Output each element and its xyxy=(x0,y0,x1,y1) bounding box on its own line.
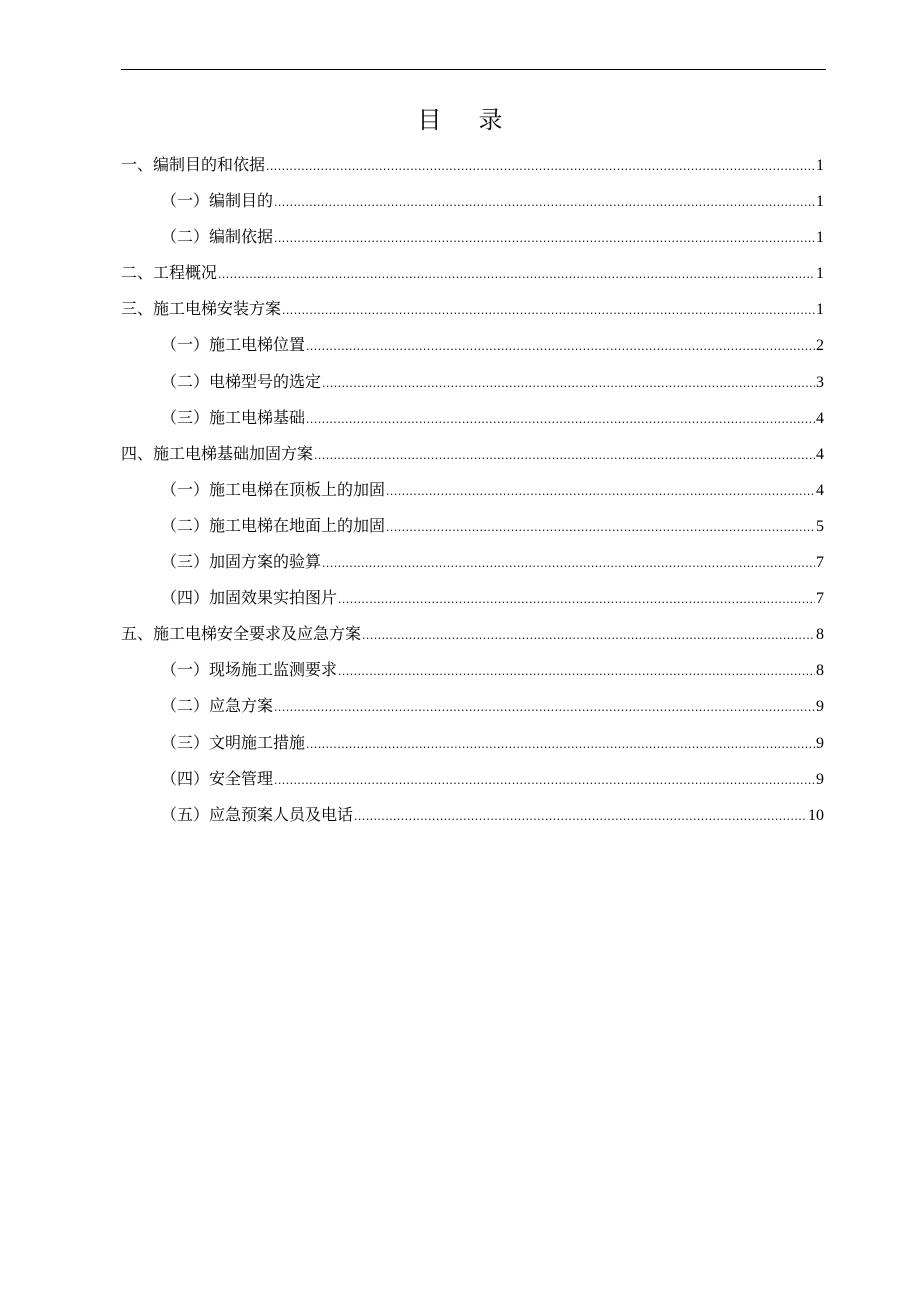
toc-entry[interactable] xyxy=(121,508,824,544)
toc-entry-label: （一）现场施工监测要求 xyxy=(161,660,338,680)
header-rule xyxy=(121,69,826,70)
toc-entry[interactable] xyxy=(121,580,824,616)
toc-entry-label: （二）编制依据 xyxy=(161,227,274,247)
toc-entry-page: 7 xyxy=(816,554,824,572)
toc-dot-leader xyxy=(274,221,815,257)
toc-dot-leader xyxy=(306,329,815,365)
toc-entry-page: 4 xyxy=(816,481,824,499)
toc-entry-label: 二、工程概况 xyxy=(121,263,218,283)
toc-entry-label: （五）应急预案人员及电话 xyxy=(161,804,354,824)
toc-entry-label: （二）电梯型号的选定 xyxy=(161,371,322,391)
toc-entry[interactable] xyxy=(121,147,824,183)
toc-entry-page: 1 xyxy=(816,229,824,247)
toc-dot-leader xyxy=(322,546,815,582)
toc-dot-leader xyxy=(274,763,815,799)
toc-dot-leader xyxy=(338,582,815,618)
toc-entry[interactable] xyxy=(121,219,824,255)
toc-entry[interactable] xyxy=(121,725,824,761)
toc-entry[interactable] xyxy=(121,761,824,797)
toc-entry-page: 1 xyxy=(816,301,824,319)
toc-entry-page: 9 xyxy=(816,770,824,788)
toc-entry[interactable] xyxy=(121,364,824,400)
toc-dot-leader xyxy=(322,366,815,402)
toc-dot-leader xyxy=(386,474,815,510)
toc-entry-page: 2 xyxy=(816,337,824,355)
toc-entry[interactable] xyxy=(121,616,824,652)
toc-dot-leader xyxy=(274,690,815,726)
toc-dot-leader xyxy=(338,654,815,690)
toc-entry-label: 五、施工电梯安全要求及应急方案 xyxy=(121,624,362,644)
toc-entry-page: 8 xyxy=(816,662,824,680)
toc-entry-label: （二）应急方案 xyxy=(161,696,274,716)
toc-entry[interactable] xyxy=(121,255,824,291)
toc-entry[interactable] xyxy=(121,436,824,472)
toc-entry-page: 1 xyxy=(816,157,824,174)
toc-title-char-1: 目 xyxy=(417,106,442,134)
toc-entry[interactable] xyxy=(121,652,824,688)
toc-entry[interactable] xyxy=(121,472,824,508)
toc-entry[interactable] xyxy=(121,544,824,580)
toc-entry-page: 9 xyxy=(816,698,824,716)
toc-dot-leader xyxy=(362,618,815,654)
toc-entry-label: （四）加固效果实拍图片 xyxy=(161,588,338,608)
toc-entry-label: （二）施工电梯在地面上的加固 xyxy=(161,515,386,535)
toc-entry-page: 1 xyxy=(816,193,824,211)
toc-entry-label: （四）安全管理 xyxy=(161,768,274,788)
toc-dot-leader xyxy=(354,799,807,835)
toc-entry[interactable] xyxy=(121,183,824,219)
toc-dot-leader xyxy=(266,149,815,185)
toc-dot-leader xyxy=(306,402,815,438)
toc-entry-page: 4 xyxy=(816,409,824,427)
toc-entry-label: 三、施工电梯安装方案 xyxy=(121,299,282,319)
toc-title-char-2: 录 xyxy=(478,106,503,134)
toc-entry-label: （三）施工电梯基础 xyxy=(161,407,306,427)
toc-list xyxy=(121,147,824,833)
toc-dot-leader xyxy=(314,438,815,474)
toc-entry[interactable] xyxy=(121,400,824,436)
toc-entry[interactable] xyxy=(121,327,824,363)
toc-entry-label: （三）加固方案的验算 xyxy=(161,552,322,572)
toc-entry-label: （一）编制目的 xyxy=(161,191,274,211)
toc-dot-leader xyxy=(218,257,815,293)
toc-entry-label: （三）文明施工措施 xyxy=(161,732,306,752)
toc-entry-page: 1 xyxy=(816,265,824,283)
toc-entry-page: 3 xyxy=(816,373,824,391)
toc-entry-page: 4 xyxy=(816,445,824,463)
toc-dot-leader xyxy=(386,510,815,546)
toc-entry-page: 8 xyxy=(816,626,824,644)
toc-entry-label: （一）施工电梯在顶板上的加固 xyxy=(161,479,386,499)
toc-title xyxy=(0,102,920,138)
toc-entry-label: 四、施工电梯基础加固方案 xyxy=(121,443,314,463)
toc-entry-page: 5 xyxy=(816,517,824,535)
toc-entry[interactable] xyxy=(121,291,824,327)
toc-entry-page: 10 xyxy=(808,806,824,824)
toc-dot-leader xyxy=(274,185,815,221)
toc-entry-label: 一、编制目的和依据 xyxy=(121,155,266,174)
toc-entry[interactable] xyxy=(121,797,824,833)
toc-entry-label: （一）施工电梯位置 xyxy=(161,335,306,355)
toc-entry-page: 9 xyxy=(816,734,824,752)
toc-dot-leader xyxy=(306,727,815,763)
toc-entry-page: 7 xyxy=(816,590,824,608)
toc-entry[interactable] xyxy=(121,688,824,724)
toc-dot-leader xyxy=(282,293,815,329)
